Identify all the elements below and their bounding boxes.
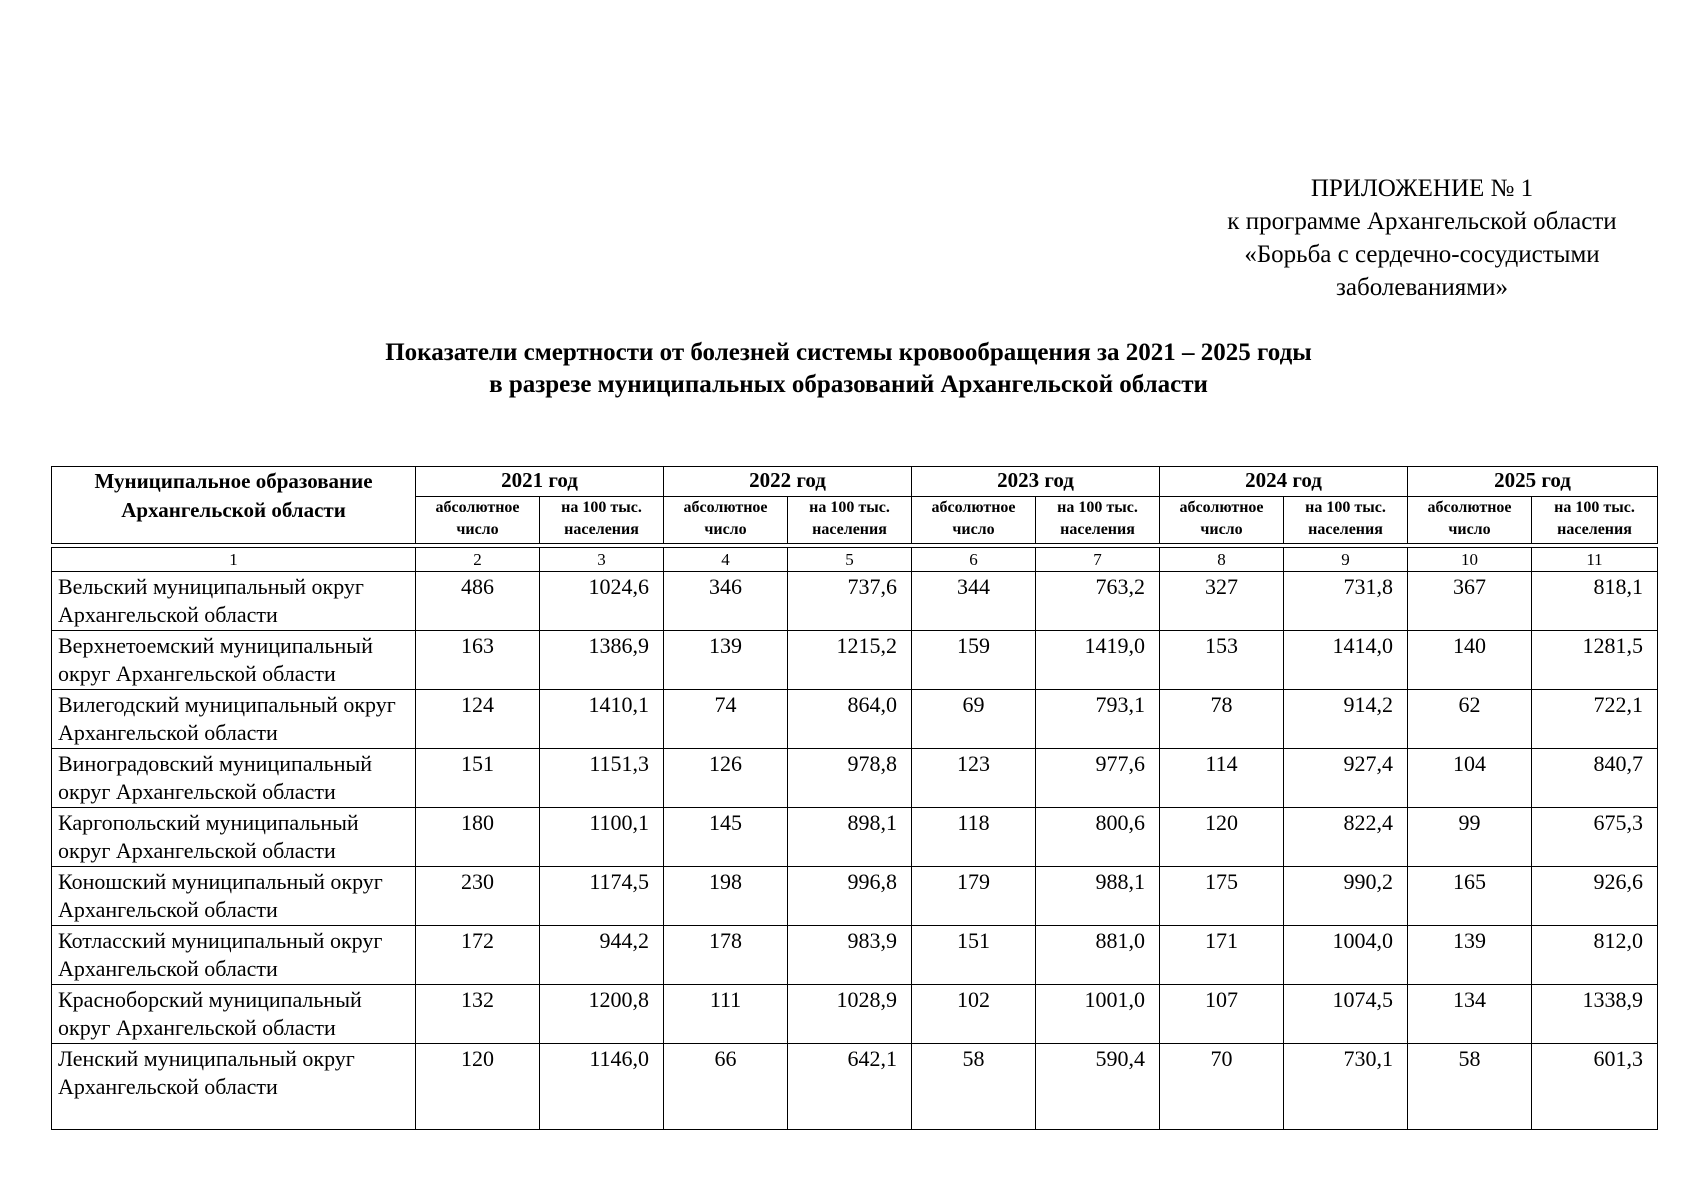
mortality-table — [51, 466, 1658, 1130]
column-number: 4 — [664, 548, 788, 572]
value-absolute: 159 — [912, 631, 1036, 690]
header-absolute: абсолютное число — [1160, 497, 1284, 544]
value-absolute: 107 — [1160, 985, 1284, 1044]
column-number: 11 — [1532, 548, 1658, 572]
value-per-100k: 983,9 — [788, 926, 912, 985]
column-number: 1 — [52, 548, 416, 572]
value-per-100k: 926,6 — [1532, 867, 1658, 926]
value-absolute: 165 — [1408, 867, 1532, 926]
table-row — [52, 985, 1658, 1044]
value-per-100k: 988,1 — [1036, 867, 1160, 926]
column-number: 8 — [1160, 548, 1284, 572]
value-per-100k: 1028,9 — [788, 985, 912, 1044]
value-per-100k: 1174,5 — [540, 867, 664, 926]
municipality-name: Верхнетоемский муниципальный округ Архангельской области — [52, 631, 416, 690]
table-row — [52, 808, 1658, 867]
column-number: 9 — [1284, 548, 1408, 572]
value-absolute: 139 — [1408, 926, 1532, 985]
value-absolute: 120 — [1160, 808, 1284, 867]
header-per-100k: на 100 тыс. населения — [1284, 497, 1408, 544]
value-absolute: 344 — [912, 572, 1036, 631]
appendix-program-name-line1: «Борьба с сердечно-сосудистыми — [1244, 241, 1600, 268]
value-absolute: 132 — [416, 985, 540, 1044]
table-row — [52, 867, 1658, 926]
header-municipality: Муниципальное образование Архангельской области — [52, 467, 416, 544]
municipality-name: Виноградовский муниципальный округ Архангельской области — [52, 749, 416, 808]
value-per-100k: 914,2 — [1284, 690, 1408, 749]
value-per-100k: 822,4 — [1284, 808, 1408, 867]
value-per-100k: 642,1 — [788, 1044, 912, 1130]
value-per-100k: 1151,3 — [540, 749, 664, 808]
value-absolute: 69 — [912, 690, 1036, 749]
value-per-100k: 812,0 — [1532, 926, 1658, 985]
value-per-100k: 1100,1 — [540, 808, 664, 867]
table-row — [52, 690, 1658, 749]
value-absolute: 153 — [1160, 631, 1284, 690]
value-absolute: 151 — [416, 749, 540, 808]
value-per-100k: 601,3 — [1532, 1044, 1658, 1130]
table-row — [52, 926, 1658, 985]
municipality-name: Коношский муниципальный округ Архангельской области — [52, 867, 416, 926]
value-absolute: 172 — [416, 926, 540, 985]
header-per-100k: на 100 тыс. населения — [788, 497, 912, 544]
table-row — [52, 631, 1658, 690]
table-body — [52, 572, 1658, 1130]
value-absolute: 151 — [912, 926, 1036, 985]
value-absolute: 486 — [416, 572, 540, 631]
table-row — [52, 572, 1658, 631]
column-number: 7 — [1036, 548, 1160, 572]
value-absolute: 111 — [664, 985, 788, 1044]
header-absolute: абсолютное число — [1408, 497, 1532, 544]
municipality-name: Вельский муниципальный округ Архангельской области — [52, 572, 416, 631]
municipality-name: Котласский муниципальный округ Архангельской области — [52, 926, 416, 985]
value-per-100k: 800,6 — [1036, 808, 1160, 867]
value-per-100k: 1414,0 — [1284, 631, 1408, 690]
value-per-100k: 996,8 — [788, 867, 912, 926]
municipality-name: Каргопольский муниципальный округ Архангельской области — [52, 808, 416, 867]
column-number: 5 — [788, 548, 912, 572]
value-per-100k: 1281,5 — [1532, 631, 1658, 690]
value-per-100k: 1024,6 — [540, 572, 664, 631]
value-absolute: 124 — [416, 690, 540, 749]
appendix-number: ПРИЛОЖЕНИЕ № 1 — [1310, 175, 1534, 202]
value-absolute: 178 — [664, 926, 788, 985]
header-absolute: абсолютное число — [664, 497, 788, 544]
header-year-2021: 2021 год — [416, 467, 664, 497]
document-title-line1: Показатели смертности от болезней системы кровообращения за 2021 – 2025 годы — [385, 339, 1312, 366]
value-absolute: 346 — [664, 572, 788, 631]
value-absolute: 123 — [912, 749, 1036, 808]
value-per-100k: 990,2 — [1284, 867, 1408, 926]
value-absolute: 74 — [664, 690, 788, 749]
column-number: 2 — [416, 548, 540, 572]
table-row — [52, 749, 1658, 808]
value-absolute: 114 — [1160, 749, 1284, 808]
column-number: 3 — [540, 548, 664, 572]
value-per-100k: 944,2 — [540, 926, 664, 985]
value-per-100k: 977,6 — [1036, 749, 1160, 808]
header-per-100k: на 100 тыс. населения — [1036, 497, 1160, 544]
document-title-line2: в разрезе муниципальных образований Архангельской области — [489, 371, 1208, 398]
value-absolute: 120 — [416, 1044, 540, 1130]
value-absolute: 99 — [1408, 808, 1532, 867]
header-per-100k: на 100 тыс. населения — [1532, 497, 1658, 544]
value-absolute: 139 — [664, 631, 788, 690]
value-absolute: 118 — [912, 808, 1036, 867]
value-absolute: 58 — [1408, 1044, 1532, 1130]
header-year-2025: 2025 год — [1408, 467, 1658, 497]
value-per-100k: 730,1 — [1284, 1044, 1408, 1130]
value-per-100k: 1200,8 — [540, 985, 664, 1044]
header-per-100k: на 100 тыс. населения — [540, 497, 664, 544]
value-absolute: 180 — [416, 808, 540, 867]
value-per-100k: 1001,0 — [1036, 985, 1160, 1044]
value-absolute: 198 — [664, 867, 788, 926]
value-per-100k: 1338,9 — [1532, 985, 1658, 1044]
value-absolute: 66 — [664, 1044, 788, 1130]
value-per-100k: 1004,0 — [1284, 926, 1408, 985]
value-per-100k: 590,4 — [1036, 1044, 1160, 1130]
value-per-100k: 737,6 — [788, 572, 912, 631]
value-per-100k: 1146,0 — [540, 1044, 664, 1130]
value-per-100k: 864,0 — [788, 690, 912, 749]
column-number: 10 — [1408, 548, 1532, 572]
value-absolute: 230 — [416, 867, 540, 926]
value-absolute: 179 — [912, 867, 1036, 926]
municipality-name: Ленский муниципальный округ Архангельской области — [52, 1044, 416, 1130]
value-absolute: 140 — [1408, 631, 1532, 690]
value-absolute: 145 — [664, 808, 788, 867]
value-per-100k: 1074,5 — [1284, 985, 1408, 1044]
value-absolute: 171 — [1160, 926, 1284, 985]
column-number-row — [52, 548, 1658, 572]
value-per-100k: 763,2 — [1036, 572, 1160, 631]
value-absolute: 70 — [1160, 1044, 1284, 1130]
value-per-100k: 675,3 — [1532, 808, 1658, 867]
value-absolute: 175 — [1160, 867, 1284, 926]
appendix-program-line: к программе Архангельской области — [1227, 208, 1617, 235]
value-per-100k: 881,0 — [1036, 926, 1160, 985]
header-absolute: абсолютное число — [416, 497, 540, 544]
value-per-100k: 722,1 — [1532, 690, 1658, 749]
value-absolute: 163 — [416, 631, 540, 690]
header-year-2023: 2023 год — [912, 467, 1160, 497]
value-absolute: 126 — [664, 749, 788, 808]
value-absolute: 58 — [912, 1044, 1036, 1130]
value-absolute: 78 — [1160, 690, 1284, 749]
value-absolute: 327 — [1160, 572, 1284, 631]
document-title — [0, 337, 1697, 401]
column-number: 6 — [912, 548, 1036, 572]
value-absolute: 367 — [1408, 572, 1532, 631]
header-year-2024: 2024 год — [1160, 467, 1408, 497]
header-absolute: абсолютное число — [912, 497, 1036, 544]
value-per-100k: 731,8 — [1284, 572, 1408, 631]
appendix-program-name-line2: заболеваниями» — [1336, 274, 1508, 301]
value-absolute: 134 — [1408, 985, 1532, 1044]
appendix-block — [1190, 172, 1654, 304]
header-year-2022: 2022 год — [664, 467, 912, 497]
value-per-100k: 1419,0 — [1036, 631, 1160, 690]
value-absolute: 62 — [1408, 690, 1532, 749]
value-per-100k: 1410,1 — [540, 690, 664, 749]
table-row — [52, 1044, 1658, 1130]
municipality-name: Красноборский муниципальный округ Архангельской области — [52, 985, 416, 1044]
value-per-100k: 818,1 — [1532, 572, 1658, 631]
value-absolute: 104 — [1408, 749, 1532, 808]
value-per-100k: 898,1 — [788, 808, 912, 867]
value-absolute: 102 — [912, 985, 1036, 1044]
value-per-100k: 793,1 — [1036, 690, 1160, 749]
value-per-100k: 927,4 — [1284, 749, 1408, 808]
municipality-name: Вилегодский муниципальный округ Архангельской области — [52, 690, 416, 749]
header-row-years — [52, 467, 1658, 497]
value-per-100k: 840,7 — [1532, 749, 1658, 808]
value-per-100k: 1386,9 — [540, 631, 664, 690]
value-per-100k: 978,8 — [788, 749, 912, 808]
value-per-100k: 1215,2 — [788, 631, 912, 690]
